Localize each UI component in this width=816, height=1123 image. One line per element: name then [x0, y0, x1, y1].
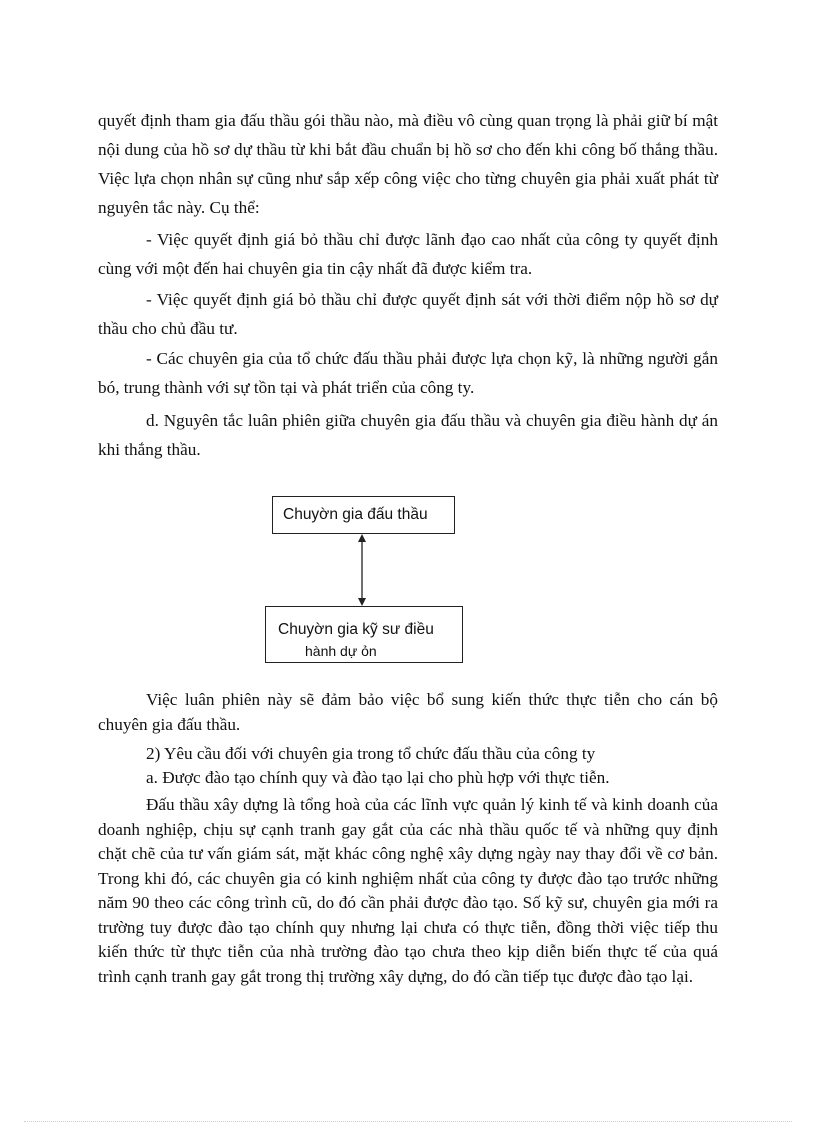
paragraph-rotation-benefit: Việc luân phiên này sẽ đảm bảo việc bổ sung kiến thức thực tiễn cho cán bộ chuyên gia đấu thầu.: [98, 690, 718, 734]
diagram-arrow-head-up: [358, 534, 366, 542]
paragraph-bullet-3: - Các chuyên gia của tổ chức đấu thầu phải được lựa chọn kỹ, là những người gắn bó, trung thành với sự tồn tại và phát triển của công ty.: [98, 349, 718, 397]
diagram-arrow-head-down: [358, 598, 366, 606]
diagram-box-bidding-expert: [272, 496, 455, 534]
paragraph-intro: quyết định tham gia đấu thầu gói thầu nào, mà điều vô cùng quan trọng là phải giữ bí mật nội dung của hồ sơ dự thầu từ khi bắt đầu chuẩn bị hồ sơ cho đến khi công bố thắng thầu. Việc lựa chọn nhân sự cũng như sắp xếp công việc cho từng chuyên gia phải xuất phát từ nguyên tắc này. Cụ thể:: [98, 111, 718, 217]
paragraph-bullet-2: - Việc quyết định giá bỏ thầu chỉ được quyết định sát với thời điểm nộp hồ sơ dự thầu cho chủ đầu tư.: [98, 290, 718, 338]
paragraph-training-detail: Đấu thầu xây dựng là tổng hoà của các lĩnh vực quản lý kinh tế và kinh doanh của doanh nghiệp, chịu sự cạnh tranh gay gắt của các nhà thầu quốc tế và những quy định chặt chẽ của tư vấn giám sát, mặt khác công nghệ xây dựng ngày nay thay đổi về cơ bản. Trong khi đó, các chuyên gia có kinh nghiệm nhất của công ty được đào tạo trước những năm 90 theo các công trình cũ, do đó cần phải được đào tạo. Số kỹ sư, chuyên gia mới ra trường tuy được đào tạo chính quy nhưng lại chưa có thực tiễn, đồng thời việc tiếp thu kiến thức từ thực tiễn của nhà trường đào tạo chưa theo kịp diễn biến thực tế của quá trình cạnh tranh gay gắt trong thị trường xây dựng, do đó cần tiếp tục được đào tạo lại.: [98, 795, 718, 986]
diagram-box-project-engineer: [265, 606, 463, 663]
diagram-double-arrow: [352, 534, 372, 606]
paragraph-principle-d: d. Nguyên tắc luân phiên giữa chuyên gia đấu thầu và chuyên gia điều hành dự án khi thắng thầu.: [98, 411, 718, 459]
section-heading-requirements: 2) Yêu cầu đối với chuyên gia trong tổ chức đấu thầu của công ty: [146, 744, 596, 763]
diagram-box-project-engineer-label-1: Chuyờn gia kỹ sư điều: [278, 621, 434, 638]
diagram-box-bidding-expert-label: Chuyờn gia đấu thầu: [283, 506, 428, 523]
paragraph-bullet-1: - Việc quyết định giá bỏ thầu chỉ được lãnh đạo cao nhất của công ty quyết định cùng với một đến hai chuyên gia tin cậy nhất đã được kiểm tra.: [98, 230, 718, 278]
page-bottom-rule: [24, 1121, 792, 1122]
diagram-box-project-engineer-label-2: hành dự ỏn: [305, 643, 377, 659]
subheading-training: a. Được đào tạo chính quy và đào tạo lại cho phù hợp với thực tiễn.: [146, 768, 610, 787]
